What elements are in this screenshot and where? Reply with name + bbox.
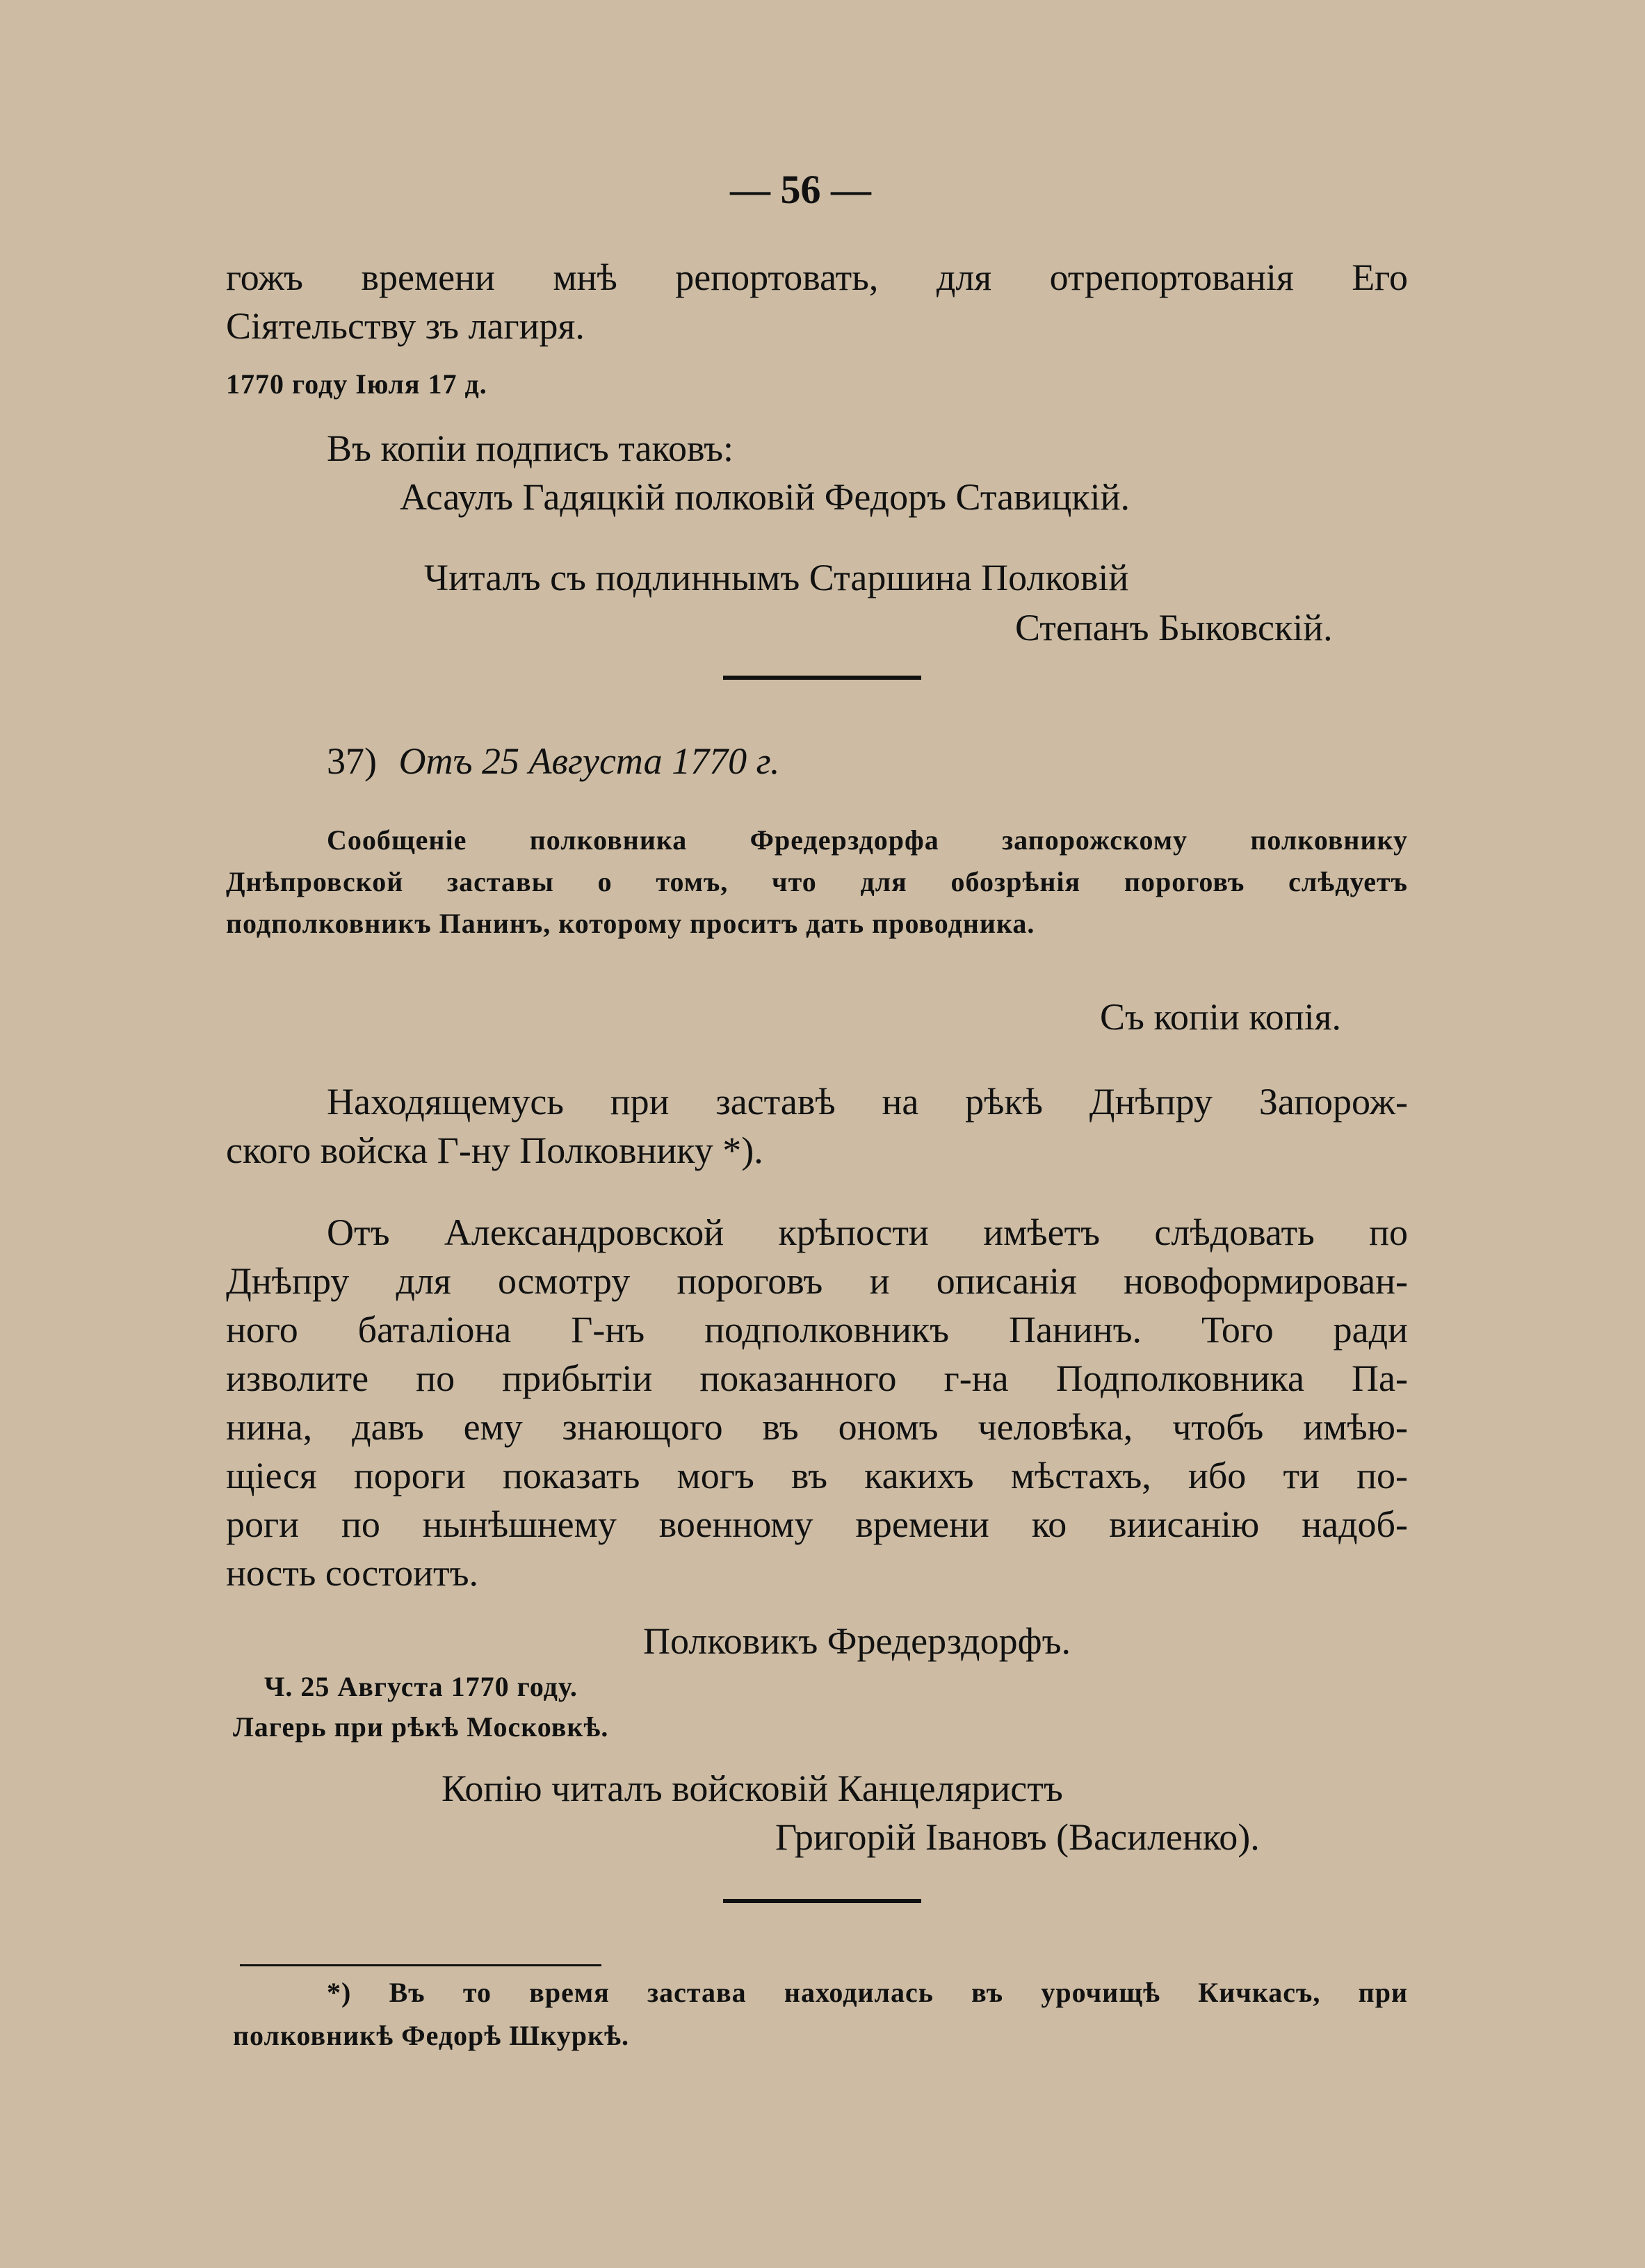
summary-line-3: подполковникъ Панинъ, которому проситъ дать проводника. bbox=[226, 908, 1035, 939]
section-divider bbox=[723, 676, 921, 680]
summary-line-1: Сообщеніе полковника Фредерздорфа запорожскому полковнику bbox=[327, 824, 1408, 856]
clerk-line-1: Копію читалъ войсковій Канцеляристъ bbox=[441, 1768, 1063, 1809]
end-divider bbox=[723, 1899, 921, 1903]
clerk-line-2: Григорій Івановъ (Василенко). bbox=[775, 1816, 1260, 1858]
closing-place: Лагерь при рѣкѣ Московкѣ. bbox=[233, 1711, 609, 1743]
body-line-5: нина, давъ ему знающого въ ономъ человѣка, чтобъ имѣю- bbox=[226, 1406, 1408, 1448]
footnote-rule bbox=[240, 1964, 601, 1966]
footnote-line-2: полковникѣ Федорѣ Шкуркѣ. bbox=[233, 2020, 629, 2051]
footnote-line-1: *) Въ то время застава находилась въ урочищѣ Кичкасъ, при bbox=[327, 1977, 1408, 2008]
verified-line-2: Степанъ Быковскій. bbox=[1015, 607, 1333, 648]
doc-number: 37) bbox=[327, 740, 377, 782]
address-line-2: ского войска Г-ну Полковнику *). bbox=[226, 1129, 763, 1171]
body-line-1: Отъ Александровской крѣпости имѣетъ слѣдовать по bbox=[327, 1211, 1408, 1253]
page-number: — 56 — bbox=[730, 167, 871, 212]
body-line-7: роги по нынѣшнему военному времени ко виисанію надоб- bbox=[226, 1503, 1408, 1545]
summary-line-2: Днѣпровской заставы о томъ, что для обозрѣнія пороговъ слѣдуетъ bbox=[226, 866, 1408, 897]
continuation-line-2: Сіятельству зъ лагиря. bbox=[226, 305, 585, 347]
address-line-1: Находящемусь при заставѣ на рѣкѣ Днѣпру Запорож- bbox=[327, 1081, 1408, 1123]
closing-date: Ч. 25 Августа 1770 году. bbox=[264, 1671, 578, 1702]
continuation-line-1: гожъ времени мнѣ репортовать, для отрепортованія Его bbox=[226, 256, 1408, 298]
body-line-6: щіеся пороги показать могъ въ какихъ мѣстахъ, ибо ти по- bbox=[226, 1455, 1408, 1496]
body-line-2: Днѣпру для осмотру пороговъ и описанія новоформирован- bbox=[226, 1260, 1408, 1302]
body-line-4: изволите по прибытіи показанного г-на Подполковника Па- bbox=[226, 1357, 1408, 1399]
doc-date: Отъ 25 Августа 1770 г. bbox=[398, 740, 780, 782]
signature: Полковикъ Фредерздорфъ. bbox=[643, 1620, 1071, 1662]
body-line-8: ность состоитъ. bbox=[226, 1552, 479, 1594]
doc-heading bbox=[327, 737, 779, 785]
copy-signature-intro: Въ копіи подписъ таковъ: bbox=[327, 427, 734, 469]
copy-note: Съ копіи копія. bbox=[1100, 996, 1341, 1038]
body-line-3: ного баталіона Г-нъ подполковникъ Панинъ. Того ради bbox=[226, 1309, 1408, 1351]
copy-signature-name: Асаулъ Гадяцкій полковій Федоръ Ставицкій. bbox=[400, 476, 1130, 518]
date-line: 1770 году Іюля 17 д. bbox=[226, 368, 487, 400]
verified-line-1: Читалъ съ подлиннымъ Старшина Полковій bbox=[424, 557, 1129, 598]
